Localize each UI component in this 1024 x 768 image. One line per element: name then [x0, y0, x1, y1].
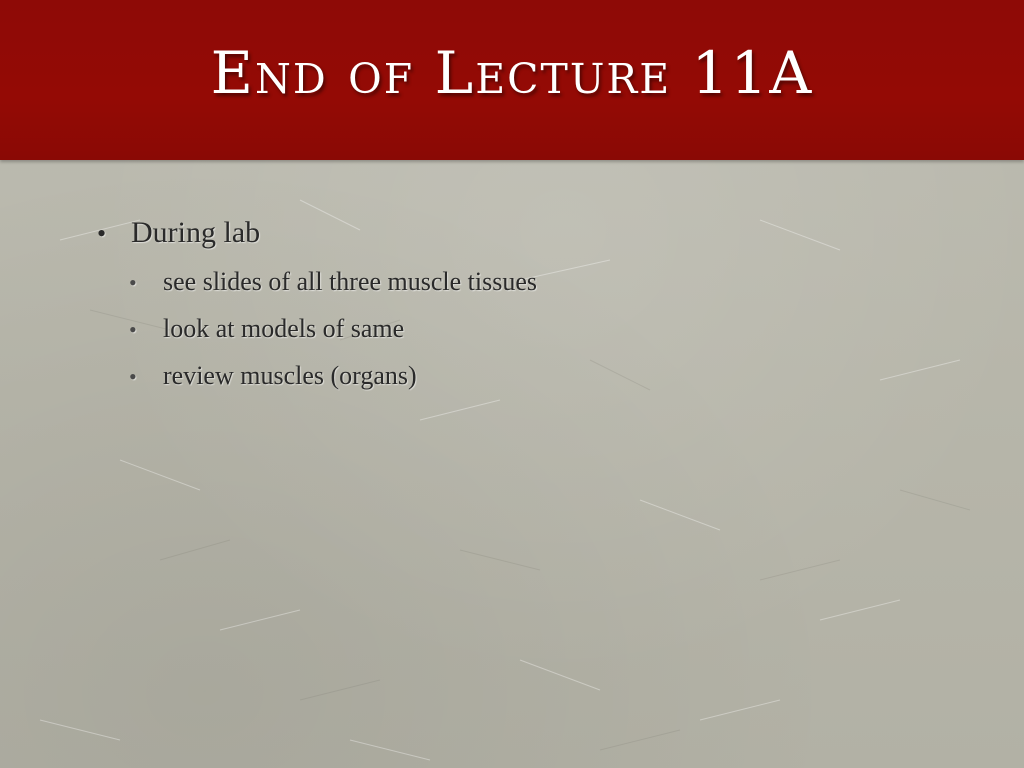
sub-bullet-text: review muscles (organs) — [163, 361, 417, 390]
sub-bullet — [95, 353, 975, 400]
sub-bullet-text: see slides of all three muscle tissues — [163, 267, 538, 296]
title-bar — [0, 0, 1024, 160]
bullet-marker: • — [97, 219, 107, 248]
bullet-main-text: During lab — [131, 216, 261, 249]
sub-bullet-marker: • — [129, 270, 137, 295]
bullet-list — [95, 212, 975, 400]
sub-bullet-marker: • — [129, 364, 137, 389]
slide-title: End of Lecture 11A — [210, 39, 814, 107]
sub-bullet — [95, 306, 975, 353]
sub-bullet — [95, 259, 975, 306]
sub-bullet-marker: • — [129, 317, 137, 342]
bullet-main — [95, 212, 975, 255]
sub-bullet-text: look at models of same — [163, 314, 405, 343]
